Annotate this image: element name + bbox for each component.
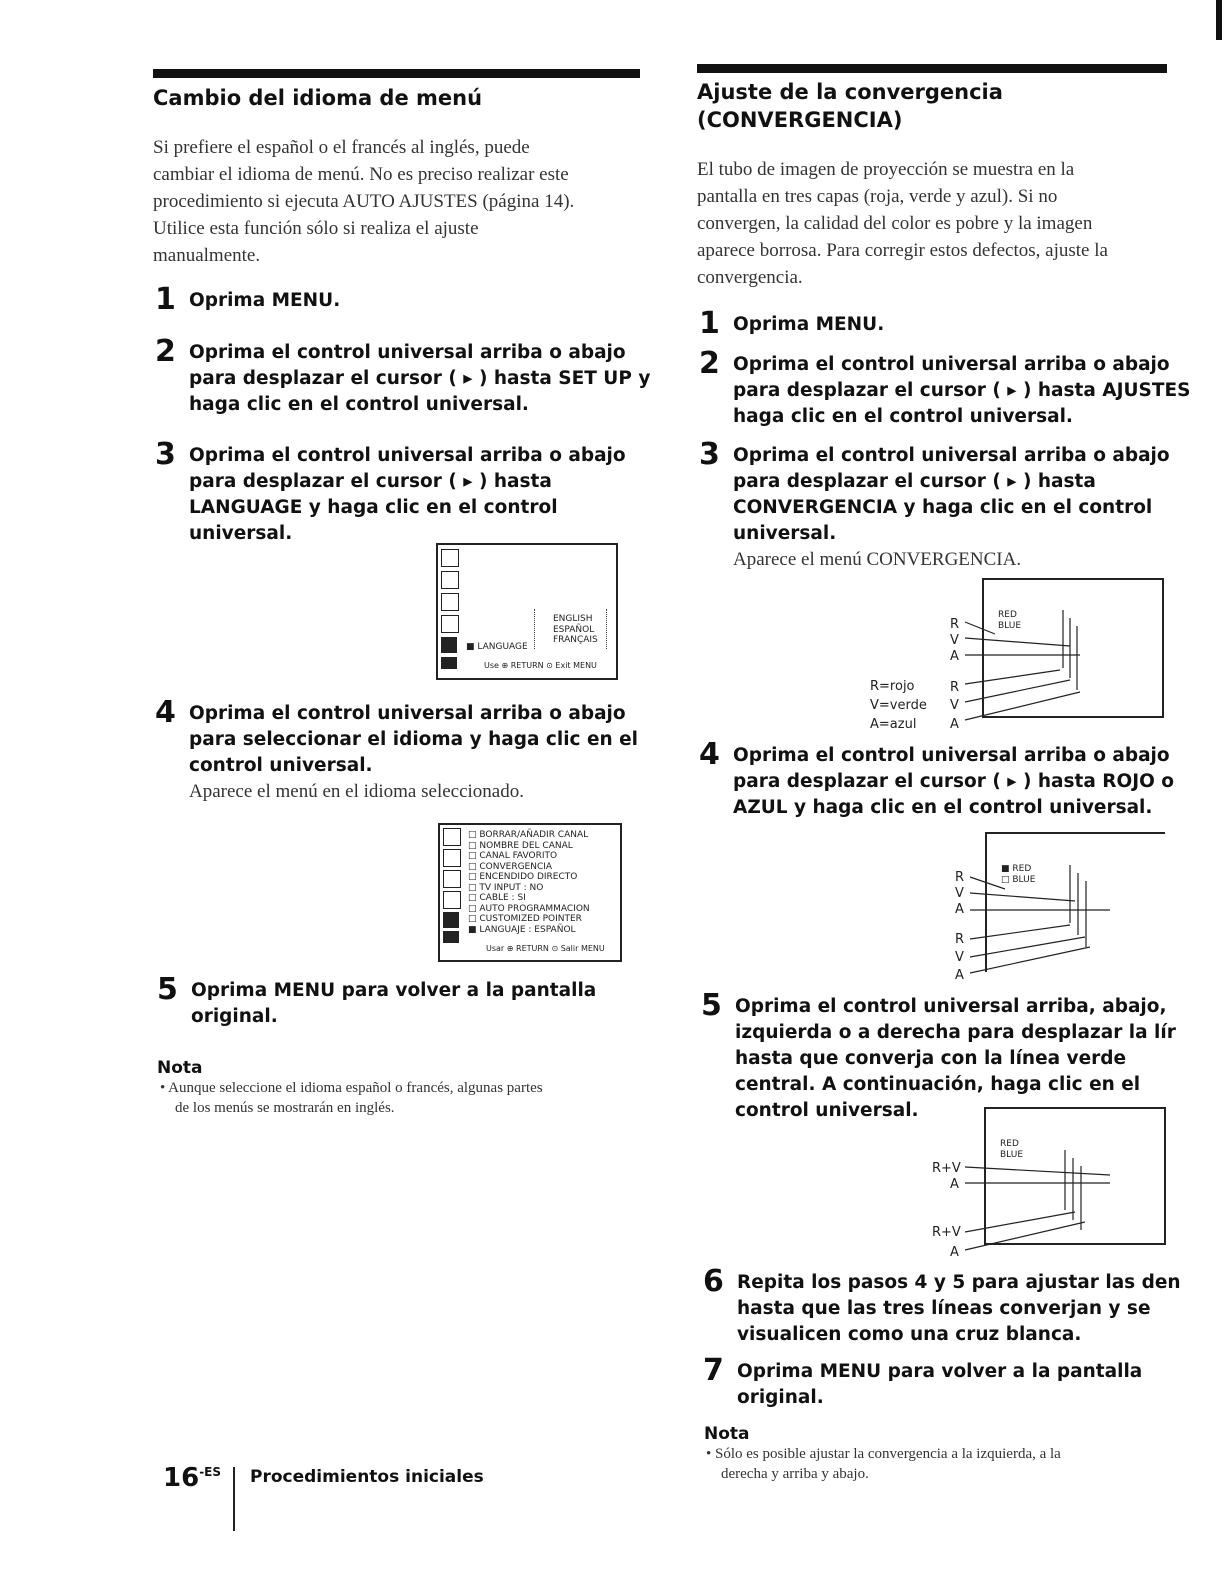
page-edge-mark bbox=[1216, 0, 1222, 40]
note-line: derecha y arriba y abajo. bbox=[721, 1466, 869, 1482]
step-line: Repita los pasos 4 y 5 para ajustar las den bbox=[737, 1272, 1181, 1293]
language-item: ■ LANGUAGE bbox=[466, 642, 528, 652]
step-number: 2 bbox=[155, 334, 176, 369]
step-line: haga clic en el control universal. bbox=[733, 406, 1073, 427]
conv-menu-red: RED bbox=[998, 610, 1017, 620]
timer-icon bbox=[441, 615, 459, 633]
right-title-line: Ajuste de la convergencia bbox=[697, 80, 1003, 104]
footer-section: Procedimientos iniciales bbox=[250, 1467, 484, 1487]
convergence-lines-1 bbox=[955, 600, 1115, 730]
step-line: original. bbox=[191, 1006, 278, 1027]
step-text bbox=[733, 743, 1174, 821]
right-intro-line: aparece borrosa. Para corregir estos defectos, ajuste la bbox=[697, 240, 1108, 261]
diagram-letter-v: V bbox=[955, 950, 964, 965]
step-line: hasta que converja con la línea verde bbox=[735, 1048, 1127, 1069]
left-title-rule bbox=[153, 69, 640, 78]
setup-item: □ CUSTOMIZED POINTER bbox=[468, 914, 582, 924]
setup-item-label: ENCENDIDO DIRECTO bbox=[479, 872, 578, 882]
step-line: central. A continuación, haga clic en el bbox=[735, 1074, 1141, 1095]
right-intro bbox=[697, 156, 1167, 291]
diagram-letter-v: V bbox=[950, 633, 959, 648]
conv-menu-blue-label: BLUE bbox=[1012, 874, 1036, 885]
setup-menu-screen bbox=[438, 823, 622, 962]
footer-divider bbox=[233, 1467, 235, 1531]
setup-item-label: CANAL FAVORITO bbox=[479, 851, 558, 861]
setup-item-label: LANGUAJE : ESPAÑOL bbox=[479, 924, 576, 935]
setup-item: □ CABLE : SI bbox=[468, 893, 526, 903]
legend-azul: A=azul bbox=[870, 717, 917, 732]
conv-menu-blue: □ BLUE bbox=[1001, 874, 1036, 885]
left-note-text bbox=[160, 1078, 543, 1118]
step-line: CONVERGENCIA y haga clic en el control bbox=[733, 497, 1153, 518]
setup-item: □ ENCENDIDO DIRECTO bbox=[468, 872, 578, 882]
right-intro-line: El tubo de imagen de proyección se muestra en la bbox=[697, 159, 1075, 180]
step-line: izquierda o a derecha para desplazar la lír bbox=[735, 1022, 1176, 1043]
step-text bbox=[189, 701, 638, 805]
diagram-letter-v: V bbox=[955, 886, 964, 901]
step-text bbox=[189, 288, 340, 314]
step-line: hasta que las tres líneas converjan y se bbox=[737, 1298, 1151, 1319]
step-line: Oprima MENU para volver a la pantalla bbox=[191, 980, 597, 1001]
step-line: Oprima el control universal arriba o abajo bbox=[733, 445, 1170, 466]
step-line: Oprima el control universal arriba, abajo, bbox=[735, 996, 1167, 1017]
conv-menu-red-label: RED bbox=[1012, 864, 1032, 874]
menu-end-icon bbox=[441, 657, 457, 669]
step-line: para desplazar el cursor ( ▸ ) hasta ROJO o bbox=[733, 771, 1175, 792]
language-options bbox=[534, 609, 607, 649]
conv-menu-red: ■ RED bbox=[1001, 864, 1032, 874]
left-section-title: Cambio del idioma de menú bbox=[153, 86, 483, 110]
menu-icon-column bbox=[441, 549, 459, 669]
setup-item-label: CUSTOMIZED POINTER bbox=[479, 914, 582, 924]
right-intro-line: pantalla en tres capas (roja, verde y azul). Si no bbox=[697, 186, 1058, 207]
setup-item: □ NOMBRE DEL CANAL bbox=[468, 840, 573, 851]
step-number: 3 bbox=[155, 437, 176, 472]
setup-item-label: AUTO PROGRAMMACION bbox=[479, 903, 590, 914]
step-line: Oprima MENU para volver a la pantalla bbox=[737, 1361, 1143, 1382]
step-line: para desplazar el cursor ( ▸ ) hasta bbox=[733, 471, 1096, 492]
right-section-title bbox=[697, 78, 1003, 134]
menu-end-icon bbox=[443, 931, 459, 943]
step-result: Aparece el menú en el idioma seleccionado. bbox=[189, 781, 524, 802]
step-result: Aparece el menú CONVERGENCIA. bbox=[733, 549, 1022, 570]
setup-icon bbox=[443, 912, 459, 928]
left-intro-line: manualmente. bbox=[153, 245, 261, 266]
setup-item: □ AUTO PROGRAMMACION bbox=[468, 903, 590, 914]
diagram-letter-v: V bbox=[950, 698, 959, 713]
legend-rojo: R=rojo bbox=[870, 679, 915, 694]
step-line: haga clic en el control universal. bbox=[189, 394, 529, 415]
step-number: 1 bbox=[155, 282, 176, 317]
right-note-text bbox=[706, 1444, 1061, 1484]
right-intro-line: convergencia. bbox=[697, 267, 803, 288]
language-menu-screen bbox=[436, 543, 618, 680]
step-line: Oprima MENU. bbox=[733, 314, 885, 335]
step-line: AZUL y haga clic en el control universal. bbox=[733, 797, 1153, 818]
diagram-letter-rv: R+V bbox=[932, 1161, 961, 1176]
step-line: para desplazar el cursor ( ▸ ) hasta SET UP y bbox=[189, 368, 651, 389]
page-number bbox=[163, 1463, 221, 1493]
diagram-letter-r: R bbox=[950, 617, 960, 632]
left-intro-line: procedimiento si ejecuta AUTO AJUSTES (página 14). bbox=[153, 191, 575, 212]
setup-item: □ CANAL FAVORITO bbox=[468, 851, 558, 861]
step-line: universal. bbox=[189, 523, 293, 544]
page-number-value: 16 bbox=[163, 1463, 200, 1493]
step-number: 3 bbox=[699, 437, 720, 472]
setup-item-label: TV INPUT : NO bbox=[479, 882, 544, 893]
step-line: universal. bbox=[733, 523, 837, 544]
left-note-title: Nota bbox=[157, 1058, 203, 1078]
conv-menu-blue: BLUE bbox=[998, 620, 1022, 631]
audio-icon bbox=[441, 571, 459, 589]
step-line: para desplazar el cursor ( ▸ ) hasta AJUSTES bbox=[733, 380, 1191, 401]
diagram-letter-r: R bbox=[955, 932, 965, 947]
step-number: 2 bbox=[699, 346, 720, 381]
option-espanol: ESPAÑOL bbox=[553, 624, 595, 635]
audio-icon bbox=[443, 849, 461, 867]
step-text bbox=[189, 340, 650, 418]
setup-icon bbox=[441, 637, 457, 653]
diagram-letter-r: R bbox=[950, 680, 960, 695]
diagram-letter-a: A bbox=[950, 649, 959, 664]
conv-menu-blue: BLUE bbox=[1000, 1149, 1024, 1160]
step-number: 4 bbox=[155, 695, 176, 730]
setup-item-label: NOMBRE DEL CANAL bbox=[479, 840, 573, 851]
step-number: 5 bbox=[701, 988, 722, 1023]
step-line: Oprima MENU. bbox=[189, 290, 341, 311]
preset-icon bbox=[443, 870, 461, 888]
timer-icon bbox=[443, 891, 461, 909]
page-number-suffix: -ES bbox=[199, 1465, 222, 1479]
convergence-lines-2 bbox=[960, 855, 1120, 980]
step-line: original. bbox=[737, 1387, 824, 1408]
step-line: Oprima el control universal arriba o abajo bbox=[189, 703, 626, 724]
step-line: visualicen como una cruz blanca. bbox=[737, 1324, 1082, 1345]
step-line: para desplazar el cursor ( ▸ ) hasta bbox=[189, 471, 552, 492]
diagram-letter-rv: R+V bbox=[932, 1225, 961, 1240]
setup-item: ■ LANGUAJE : ESPAÑOL bbox=[468, 924, 576, 935]
step-text bbox=[733, 312, 884, 338]
note-line: de los menús se mostrarán en inglés. bbox=[175, 1100, 395, 1116]
video-icon bbox=[443, 828, 461, 846]
left-intro bbox=[153, 134, 643, 269]
screen-footer-hint: Usar ⊕ RETURN ⊙ Salir MENU bbox=[486, 944, 605, 953]
diagram-letter-a: A bbox=[950, 1177, 959, 1192]
step-number: 4 bbox=[699, 737, 720, 772]
step-line: LANGUAGE y haga clic en el control bbox=[189, 497, 558, 518]
right-intro-line: convergen, la calidad del color es pobre y la imagen bbox=[697, 213, 1093, 234]
convergence-lines-3 bbox=[960, 1140, 1120, 1260]
setup-item-label: CABLE : SI bbox=[479, 893, 526, 903]
step-number: 7 bbox=[703, 1353, 724, 1388]
step-text bbox=[733, 352, 1190, 430]
left-intro-line: Utilice esta función sólo si realiza el ajuste bbox=[153, 218, 479, 239]
setup-item: □ BORRAR/AÑADIR CANAL bbox=[468, 830, 589, 840]
step-line: control universal. bbox=[735, 1100, 919, 1121]
option-francais: FRANÇAIS bbox=[553, 635, 598, 645]
video-icon bbox=[441, 549, 459, 567]
step-text bbox=[733, 443, 1170, 573]
diagram-letter-a: A bbox=[955, 902, 964, 917]
step-line: Oprima el control universal arriba o abajo bbox=[189, 342, 626, 363]
diagram-letter-a: A bbox=[955, 968, 964, 983]
step-line: Oprima el control universal arriba o abajo bbox=[733, 354, 1170, 375]
note-line: • Sólo es posible ajustar la convergencia a la izquierda, a la bbox=[706, 1446, 1061, 1462]
left-intro-line: Si prefiere el español o el francés al inglés, puede bbox=[153, 137, 530, 158]
step-line: control universal. bbox=[189, 755, 373, 776]
step-text bbox=[737, 1359, 1142, 1411]
note-line: • Aunque seleccione el idioma español o francés, algunas partes bbox=[160, 1080, 543, 1096]
screen-footer-hint: Use ⊕ RETURN ⊙ Exit MENU bbox=[484, 661, 597, 670]
step-number: 5 bbox=[157, 972, 178, 1007]
step-line: Oprima el control universal arriba o abajo bbox=[733, 745, 1170, 766]
language-item-label: LANGUAGE bbox=[477, 642, 528, 652]
step-number: 1 bbox=[699, 306, 720, 341]
step-text bbox=[735, 994, 1176, 1124]
setup-item-label: BORRAR/AÑADIR CANAL bbox=[479, 830, 589, 840]
legend-verde: V=verde bbox=[870, 698, 927, 713]
diagram-letter-a: A bbox=[950, 1245, 959, 1260]
right-title-line: (CONVERGENCIA) bbox=[697, 108, 903, 132]
menu-icon-column bbox=[443, 828, 461, 943]
step-text bbox=[737, 1270, 1181, 1348]
setup-item: □ TV INPUT : NO bbox=[468, 882, 544, 893]
conv-menu-red: RED bbox=[1000, 1139, 1019, 1149]
step-text bbox=[189, 443, 626, 547]
step-number: 6 bbox=[703, 1264, 724, 1299]
right-note-title: Nota bbox=[704, 1424, 750, 1444]
setup-item: □ CONVERGENCIA bbox=[468, 861, 553, 872]
step-text bbox=[191, 978, 596, 1030]
setup-item-label: CONVERGENCIA bbox=[479, 861, 553, 872]
step-line: para seleccionar el idioma y haga clic en el bbox=[189, 729, 639, 750]
diagram-letter-a: A bbox=[950, 717, 959, 732]
left-intro-line: cambiar el idioma de menú. No es preciso realizar este bbox=[153, 164, 569, 185]
diagram-letter-r: R bbox=[955, 870, 965, 885]
step-line: Oprima el control universal arriba o abajo bbox=[189, 445, 626, 466]
setup-items bbox=[468, 830, 590, 935]
option-english: ENGLISH bbox=[553, 614, 593, 624]
right-title-rule bbox=[697, 64, 1167, 73]
preset-icon bbox=[441, 593, 459, 611]
